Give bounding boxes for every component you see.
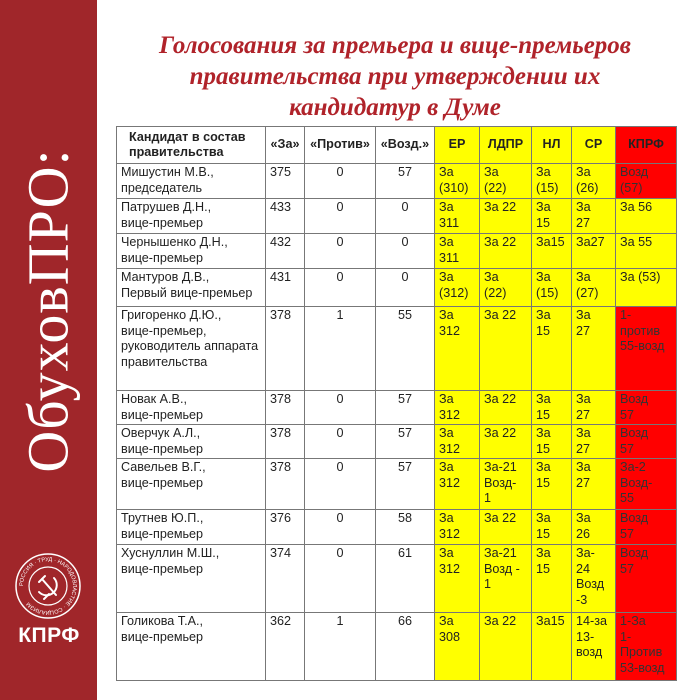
nl-vote-text: 15 bbox=[536, 441, 551, 456]
er-vote-cell bbox=[435, 459, 480, 510]
sr-vote-text: Возд bbox=[576, 577, 605, 591]
nl-vote-cell bbox=[532, 307, 572, 391]
ldpr-vote-text: За 22 bbox=[484, 200, 517, 214]
kprf-vote-text: Возд bbox=[620, 426, 649, 440]
candidate-role: вице-премьер bbox=[121, 561, 204, 576]
er-vote-text: За bbox=[439, 392, 454, 406]
er-vote-cell bbox=[435, 425, 480, 459]
sr-vote-text: За bbox=[576, 460, 591, 474]
sr-vote-text: 27 bbox=[576, 441, 591, 456]
candidate-cell bbox=[117, 199, 266, 234]
sidebar-banner bbox=[0, 0, 97, 700]
nl-vote-cell bbox=[532, 510, 572, 545]
kprf-vote-text: (57) bbox=[620, 180, 643, 195]
er-vote-cell bbox=[435, 307, 480, 391]
sr-vote-text: 13- bbox=[576, 629, 595, 644]
sr-vote-text: 24 bbox=[576, 561, 591, 576]
kprf-vote-cell bbox=[616, 307, 677, 391]
candidate-cell bbox=[117, 545, 266, 613]
page-title bbox=[100, 30, 690, 123]
nl-vote-cell bbox=[532, 234, 572, 269]
ldpr-vote-cell bbox=[480, 391, 532, 425]
candidate-role: Первый вице-премьер bbox=[121, 285, 253, 300]
ldpr-vote-text: За 22 bbox=[484, 308, 517, 322]
sr-vote-text: 27 bbox=[576, 215, 591, 230]
header-za: «За» bbox=[266, 127, 305, 164]
nl-vote-text: За bbox=[536, 200, 551, 214]
ldpr-vote-text: За 22 bbox=[484, 511, 517, 525]
candidate-cell bbox=[117, 164, 266, 199]
candidate-name: Трутнев Ю.П., bbox=[121, 511, 204, 525]
table-row bbox=[117, 510, 677, 545]
kprf-vote-cell bbox=[616, 425, 677, 459]
sr-vote-cell bbox=[572, 613, 616, 681]
candidate-name: Голикова Т.А., bbox=[121, 614, 203, 628]
ldpr-vote-text: За 22 bbox=[484, 614, 517, 628]
er-vote-text: За bbox=[439, 614, 454, 628]
protiv-count: 0 bbox=[305, 199, 376, 234]
ldpr-vote-cell bbox=[480, 613, 532, 681]
sr-vote-cell bbox=[572, 391, 616, 425]
candidate-cell bbox=[117, 307, 266, 391]
nl-vote-text: За bbox=[536, 392, 551, 406]
er-vote-text: За bbox=[439, 546, 454, 560]
candidate-name: Савельев В.Г., bbox=[121, 460, 206, 474]
protiv-count: 0 bbox=[305, 545, 376, 613]
kprf-vote-text: Возд bbox=[620, 165, 649, 179]
er-vote-text: За bbox=[439, 511, 454, 525]
sr-vote-text: -3 bbox=[576, 592, 588, 607]
header-candidate: Кандидат в состав правительства bbox=[117, 127, 266, 164]
kprf-vote-cell bbox=[616, 234, 677, 269]
nl-vote-text: За bbox=[536, 426, 551, 440]
za-count: 375 bbox=[266, 164, 305, 199]
kprf-vote-text: За 56 bbox=[620, 200, 653, 214]
candidate-name: Новак А.В., bbox=[121, 392, 187, 406]
sr-vote-text: За- bbox=[576, 546, 595, 560]
ldpr-vote-cell bbox=[480, 234, 532, 269]
nl-vote-text: За15 bbox=[536, 614, 565, 628]
ldpr-vote-text: За bbox=[484, 270, 499, 284]
table-row bbox=[117, 613, 677, 681]
sr-vote-text: За bbox=[576, 270, 591, 284]
ldpr-vote-text: За-21 bbox=[484, 460, 517, 474]
er-vote-text: 311 bbox=[439, 250, 460, 265]
kprf-vote-cell bbox=[616, 199, 677, 234]
za-count: 374 bbox=[266, 545, 305, 613]
ldpr-vote-cell bbox=[480, 199, 532, 234]
nl-vote-text: 15 bbox=[536, 475, 551, 490]
er-vote-cell bbox=[435, 613, 480, 681]
er-vote-text: 312 bbox=[439, 526, 461, 541]
protiv-count: 0 bbox=[305, 164, 376, 199]
sr-vote-text: 27 bbox=[576, 323, 591, 338]
er-vote-text: 312 bbox=[439, 323, 461, 338]
er-vote-text: 312 bbox=[439, 561, 461, 576]
protiv-count: 0 bbox=[305, 459, 376, 510]
kprf-vote-text: 1- bbox=[620, 629, 632, 644]
candidate-cell bbox=[117, 459, 266, 510]
sr-vote-text: 14-за bbox=[576, 614, 607, 628]
vozd-count: 58 bbox=[376, 510, 435, 545]
kprf-vote-text: 1-За bbox=[620, 614, 646, 628]
ldpr-vote-text: (22) bbox=[484, 180, 507, 195]
table-row bbox=[117, 307, 677, 391]
vozd-count: 57 bbox=[376, 164, 435, 199]
header-ldpr: ЛДПР bbox=[480, 127, 532, 164]
protiv-count: 1 bbox=[305, 307, 376, 391]
nl-vote-text: За15 bbox=[536, 235, 565, 249]
kprf-vote-cell bbox=[616, 391, 677, 425]
header-er: ЕР bbox=[435, 127, 480, 164]
er-vote-text: За bbox=[439, 270, 454, 284]
kprf-vote-text: Против bbox=[620, 645, 663, 659]
za-count: 376 bbox=[266, 510, 305, 545]
ldpr-vote-text: За 22 bbox=[484, 392, 517, 406]
sr-vote-text: 27 bbox=[576, 475, 591, 490]
sr-vote-text: (26) bbox=[576, 180, 599, 195]
candidate-role: вице-премьер, руководитель аппарата правительства bbox=[121, 323, 259, 369]
candidate-role: вице-премьер bbox=[121, 441, 204, 456]
kprf-logo-text: КПРФ bbox=[18, 624, 80, 647]
nl-vote-text: 15 bbox=[536, 561, 551, 576]
vozd-count: 55 bbox=[376, 307, 435, 391]
kprf-vote-text: 1- bbox=[620, 308, 632, 322]
header-nl: НЛ bbox=[532, 127, 572, 164]
sidebar-title-text: ОбуховПРО: bbox=[16, 147, 81, 473]
candidate-name: Оверчук А.Л., bbox=[121, 426, 201, 440]
protiv-count: 0 bbox=[305, 425, 376, 459]
candidate-role: вице-премьер bbox=[121, 526, 204, 541]
kprf-vote-cell bbox=[616, 459, 677, 510]
ldpr-vote-text: За 22 bbox=[484, 235, 517, 249]
za-count: 378 bbox=[266, 459, 305, 510]
sr-vote-text: За bbox=[576, 511, 591, 525]
er-vote-text: За bbox=[439, 165, 454, 179]
er-vote-text: 312 bbox=[439, 407, 461, 422]
sr-vote-cell bbox=[572, 164, 616, 199]
protiv-count: 0 bbox=[305, 269, 376, 307]
za-count: 378 bbox=[266, 425, 305, 459]
za-count: 378 bbox=[266, 391, 305, 425]
sr-vote-cell bbox=[572, 459, 616, 510]
kprf-vote-text: 57 bbox=[620, 441, 635, 456]
ldpr-vote-text: (22) bbox=[484, 285, 507, 300]
candidate-cell bbox=[117, 391, 266, 425]
vozd-count: 57 bbox=[376, 459, 435, 510]
nl-vote-text: За bbox=[536, 460, 551, 474]
kprf-vote-text: против bbox=[620, 323, 661, 338]
nl-vote-cell bbox=[532, 391, 572, 425]
kprf-vote-text: 55-возд bbox=[620, 339, 665, 353]
kprf-vote-cell bbox=[616, 545, 677, 613]
ldpr-vote-cell bbox=[480, 545, 532, 613]
nl-vote-cell bbox=[532, 164, 572, 199]
sr-vote-text: За bbox=[576, 426, 591, 440]
candidate-cell bbox=[117, 510, 266, 545]
protiv-count: 0 bbox=[305, 391, 376, 425]
ldpr-vote-cell bbox=[480, 269, 532, 307]
kprf-vote-cell bbox=[616, 269, 677, 307]
page-title-line-3: кандидатур в Думе bbox=[289, 94, 501, 121]
kprf-vote-text: Возд bbox=[620, 546, 649, 560]
nl-vote-cell bbox=[532, 269, 572, 307]
nl-vote-text: За bbox=[536, 546, 551, 560]
candidate-cell bbox=[117, 613, 266, 681]
candidate-cell bbox=[117, 234, 266, 269]
header-sr: СР bbox=[572, 127, 616, 164]
za-count: 431 bbox=[266, 269, 305, 307]
ldpr-vote-text: За bbox=[484, 165, 499, 179]
table-header-row bbox=[117, 127, 677, 164]
vozd-count: 0 bbox=[376, 199, 435, 234]
er-vote-text: (310) bbox=[439, 180, 469, 195]
sr-vote-cell bbox=[572, 425, 616, 459]
za-count: 362 bbox=[266, 613, 305, 681]
ldpr-vote-text: 1 bbox=[484, 577, 492, 591]
candidate-name: Мантуров Д.В., bbox=[121, 270, 210, 284]
za-count: 432 bbox=[266, 234, 305, 269]
kprf-vote-text: 57 bbox=[620, 407, 635, 422]
ldpr-vote-text: Возд - bbox=[484, 561, 520, 576]
er-vote-text: 312 bbox=[439, 475, 461, 490]
table-row bbox=[117, 164, 677, 199]
nl-vote-cell bbox=[532, 545, 572, 613]
vozd-count: 66 bbox=[376, 613, 435, 681]
vozd-count: 0 bbox=[376, 234, 435, 269]
nl-vote-cell bbox=[532, 459, 572, 510]
er-vote-text: 308 bbox=[439, 629, 461, 644]
er-vote-text: 311 bbox=[439, 215, 460, 230]
table-row bbox=[117, 391, 677, 425]
header-vozd: «Возд.» bbox=[376, 127, 435, 164]
vozd-count: 57 bbox=[376, 391, 435, 425]
ldpr-vote-text: 1 bbox=[484, 491, 492, 505]
sr-vote-cell bbox=[572, 269, 616, 307]
ldpr-vote-text: За-21 bbox=[484, 546, 517, 560]
table-row bbox=[117, 199, 677, 234]
kprf-vote-text: 53-возд bbox=[620, 660, 665, 675]
kprf-vote-cell bbox=[616, 613, 677, 681]
page-title-line-1: Голосования за премьера и вице-премьеров bbox=[159, 32, 631, 59]
candidate-name: Патрушев Д.Н., bbox=[121, 200, 212, 214]
er-vote-cell bbox=[435, 199, 480, 234]
nl-vote-text: За bbox=[536, 270, 551, 284]
ldpr-vote-cell bbox=[480, 425, 532, 459]
table-body bbox=[117, 164, 677, 681]
candidate-role: председатель bbox=[121, 180, 203, 195]
nl-vote-text: (15) bbox=[536, 180, 559, 195]
table-row bbox=[117, 234, 677, 269]
er-vote-text: За bbox=[439, 460, 454, 474]
kprf-vote-text: Возд bbox=[620, 511, 649, 525]
ldpr-vote-text: Возд- bbox=[484, 475, 517, 490]
ldpr-vote-cell bbox=[480, 307, 532, 391]
er-vote-text: (312) bbox=[439, 285, 469, 300]
er-vote-cell bbox=[435, 269, 480, 307]
header-protiv: «Против» bbox=[305, 127, 376, 164]
vozd-count: 0 bbox=[376, 269, 435, 307]
kprf-vote-text: 57 bbox=[620, 561, 635, 576]
za-count: 433 bbox=[266, 199, 305, 234]
er-vote-cell bbox=[435, 164, 480, 199]
kprf-vote-text: Возд bbox=[620, 392, 649, 406]
sr-vote-text: За bbox=[576, 200, 591, 214]
sr-vote-text: 27 bbox=[576, 407, 591, 422]
kprf-vote-text: За 55 bbox=[620, 235, 653, 249]
sr-vote-text: возд bbox=[576, 645, 603, 659]
page-title-line-2: правительства при утверждении их bbox=[189, 63, 601, 90]
sr-vote-cell bbox=[572, 510, 616, 545]
nl-vote-text: 15 bbox=[536, 215, 551, 230]
table-row bbox=[117, 459, 677, 510]
candidate-role: вице-премьер bbox=[121, 629, 204, 644]
sr-vote-text: За bbox=[576, 165, 591, 179]
candidate-cell bbox=[117, 269, 266, 307]
er-vote-cell bbox=[435, 234, 480, 269]
kprf-vote-text: За-2 bbox=[620, 460, 646, 474]
sr-vote-text: За bbox=[576, 308, 591, 322]
table-row bbox=[117, 545, 677, 613]
candidate-cell bbox=[117, 425, 266, 459]
kprf-vote-text: 57 bbox=[620, 526, 635, 541]
er-vote-text: За bbox=[439, 235, 454, 249]
sr-vote-cell bbox=[572, 307, 616, 391]
votes-table bbox=[116, 126, 677, 681]
table-row bbox=[117, 269, 677, 307]
nl-vote-text: 15 bbox=[536, 323, 551, 338]
nl-vote-text: (15) bbox=[536, 285, 559, 300]
er-vote-cell bbox=[435, 510, 480, 545]
nl-vote-text: 15 bbox=[536, 407, 551, 422]
sr-vote-text: За bbox=[576, 392, 591, 406]
kprf-vote-text: За (53) bbox=[620, 270, 661, 284]
kprf-seal-logo bbox=[14, 552, 82, 620]
vozd-count: 57 bbox=[376, 425, 435, 459]
table-row bbox=[117, 425, 677, 459]
nl-vote-cell bbox=[532, 613, 572, 681]
candidate-name: Мишустин М.В., bbox=[121, 165, 214, 179]
er-vote-text: За bbox=[439, 200, 454, 214]
candidate-name: Чернышенко Д.Н., bbox=[121, 235, 228, 249]
ldpr-vote-text: За 22 bbox=[484, 426, 517, 440]
sr-vote-text: (27) bbox=[576, 285, 599, 300]
er-vote-text: За bbox=[439, 308, 454, 322]
sidebar-title bbox=[2, 70, 95, 550]
nl-vote-text: 15 bbox=[536, 526, 551, 541]
er-vote-text: За bbox=[439, 426, 454, 440]
nl-vote-text: За bbox=[536, 165, 551, 179]
header-kprf: КПРФ bbox=[616, 127, 677, 164]
ldpr-vote-cell bbox=[480, 164, 532, 199]
er-vote-cell bbox=[435, 391, 480, 425]
candidate-role: вице-премьер bbox=[121, 475, 204, 490]
kprf-vote-cell bbox=[616, 164, 677, 199]
sr-vote-cell bbox=[572, 199, 616, 234]
nl-vote-text: За bbox=[536, 511, 551, 525]
ldpr-vote-cell bbox=[480, 459, 532, 510]
kprf-vote-text: Возд- bbox=[620, 475, 653, 490]
candidate-role: вице-премьер bbox=[121, 407, 204, 422]
candidate-name: Григоренко Д.Ю., bbox=[121, 308, 222, 322]
protiv-count: 1 bbox=[305, 613, 376, 681]
kprf-vote-text: 55 bbox=[620, 491, 635, 505]
sr-vote-cell bbox=[572, 234, 616, 269]
candidate-role: вице-премьер bbox=[121, 215, 204, 230]
sr-vote-cell bbox=[572, 545, 616, 613]
protiv-count: 0 bbox=[305, 234, 376, 269]
nl-vote-text: За bbox=[536, 308, 551, 322]
sr-vote-text: За27 bbox=[576, 235, 605, 249]
vozd-count: 61 bbox=[376, 545, 435, 613]
er-vote-text: 312 bbox=[439, 441, 461, 456]
protiv-count: 0 bbox=[305, 510, 376, 545]
kprf-vote-cell bbox=[616, 510, 677, 545]
ldpr-vote-cell bbox=[480, 510, 532, 545]
svg-text:РОССИЯ · ТРУД · НАРОДОВЛАСТИЕ: РОССИЯ · ТРУД · НАРОДОВЛАСТИЕ · СОЦИАЛИЗМ bbox=[18, 556, 78, 616]
candidate-name: Хуснуллин М.Ш., bbox=[121, 546, 220, 560]
sr-vote-text: 26 bbox=[576, 526, 591, 541]
za-count: 378 bbox=[266, 307, 305, 391]
hammer-sickle-icon bbox=[39, 576, 57, 599]
nl-vote-cell bbox=[532, 425, 572, 459]
candidate-role: вице-премьер bbox=[121, 250, 204, 265]
nl-vote-cell bbox=[532, 199, 572, 234]
er-vote-cell bbox=[435, 545, 480, 613]
